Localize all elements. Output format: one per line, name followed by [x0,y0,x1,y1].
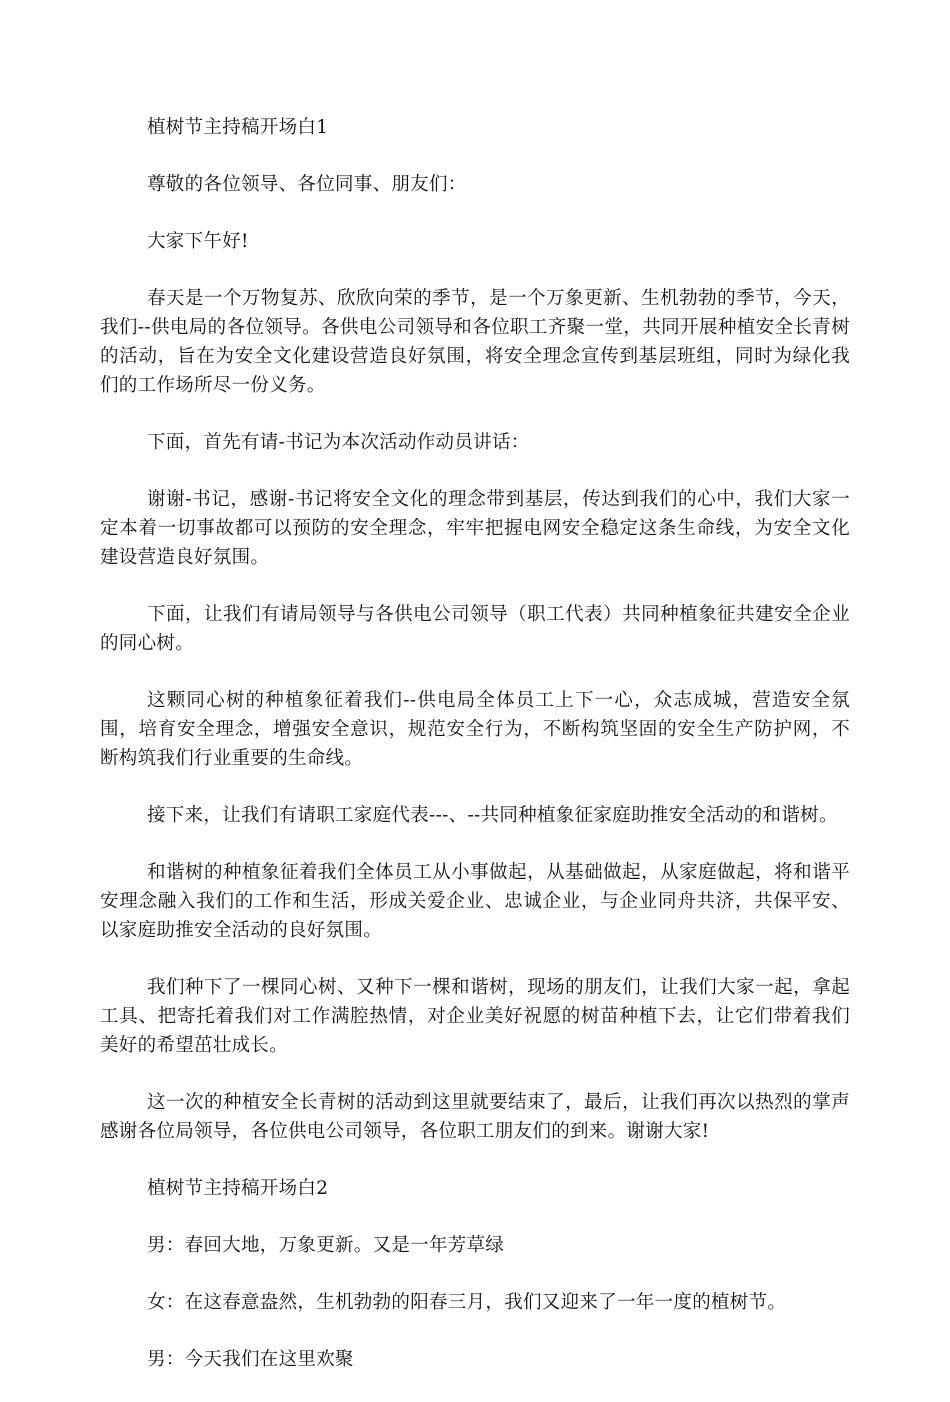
dialogue-male-1: 男：春回大地，万象更新。又是一年芳草绿 [147,1235,505,1256]
paragraph-hexie-tree-meaning: 和谐树的种植象征着我们全体员工从小事做起，从基础做起，从家庭做起，将和谐平安理念融入我们的工作和生活，形成关爱企业、忠诚企业，与企业同舟共济，共保平安、以家庭助推安全活动的良好氛围。 [100,862,850,941]
document-body [100,113,850,1402]
paragraph-invite-speech: 下面，首先有请-书记为本次活动作动员讲话： [147,432,530,453]
paragraph-opening: 春天是一个万物复苏、欣欣向荣的季节，是一个万象更新、生机勃勃的季节，今天，我们--供电局的各位领导。各供电公司领导和各位职工齐聚一堂，共同开展种植安全长青树的活动，旨在为安全文化建设营造良好氛围，将安全理念宣传到基层班组，同时为绿化我们的工作场所尽一份义务。 [100,288,850,396]
dialogue-female-1: 女：在这春意盎然，生机勃勃的阳春三月，我们又迎来了一年一度的植树节。 [147,1292,787,1313]
paragraph-tongxin-tree-invite: 下面，让我们有请局领导与各供电公司领导（职工代表）共同种植象征共建安全企业的同心树。 [100,604,850,654]
dialogue-male-2: 男：今天我们在这里欢聚 [147,1349,354,1370]
section-title-2: 植树节主持稿开场白2 [147,1178,329,1199]
paragraph-thanks: 谢谢-书记，感谢-书记将安全文化的理念带到基层，传达到我们的心中，我们大家一定本着一切事故都可以预防的安全理念，牢牢把握电网安全稳定这条生命线，为安全文化建设营造良好氛围。 [100,489,850,568]
paragraph-tongxin-tree-meaning: 这颗同心树的种植象征着我们--供电局全体员工上下一心，众志成城，营造安全氛围，培育安全理念，增强安全意识，规范安全行为，不断构筑坚固的安全生产防护网，不断构筑我们行业重要的生命线。 [100,690,850,769]
paragraph-planting: 我们种下了一棵同心树、又种下一棵和谐树，现场的朋友们，让我们大家一起，拿起工具、把寄托着我们对工作满腔热情，对企业美好祝愿的树苗种植下去，让它们带着我们美好的希望茁壮成长。 [100,977,850,1056]
greeting: 大家下午好! [147,231,249,252]
paragraph-closing: 这一次的种植安全长青树的活动到这里就要结束了，最后，让我们再次以热烈的掌声感谢各位局领导，各位供电公司领导，各位职工朋友们的到来。谢谢大家! [100,1092,850,1142]
section-title-1: 植树节主持稿开场白1 [147,117,329,138]
paragraph-hexie-tree-invite: 接下来，让我们有请职工家庭代表---、--共同种植象征家庭助推安全活动的和谐树。 [147,805,838,826]
salutation: 尊敬的各位领导、各位同事、朋友们： [147,174,467,195]
